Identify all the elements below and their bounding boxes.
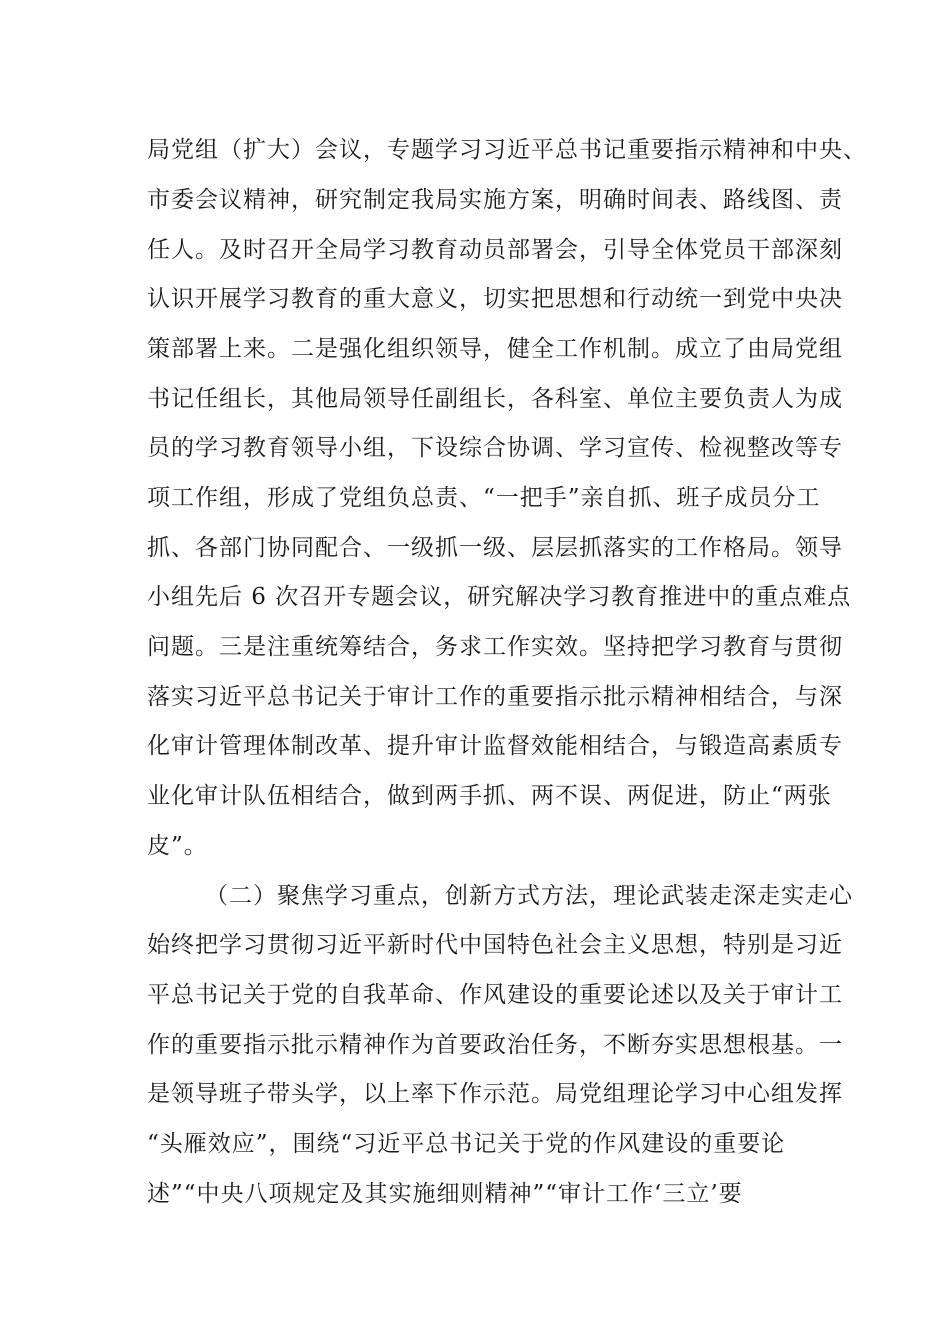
text-line-7: 员的学习教育领导小组，下设综合协调、学习宣传、检视整改等专 bbox=[147, 435, 843, 461]
text-line-22: 述”“中央八项规定及其实施细则精神”“审计工作‘三立’要 bbox=[147, 1181, 743, 1207]
text-line-15: 皮”。 bbox=[147, 833, 208, 859]
text-line-18: 平总书记关于党的自我革命、作风建设的重要论述以及关于审计工 bbox=[147, 982, 843, 1008]
section-heading-2: （二）聚焦学习重点，创新方式方法，理论武装走深走实走心 bbox=[205, 883, 853, 909]
text-line-8: 项工作组，形成了党组负总责、“一把手”亲自抓、班子成员分工 bbox=[147, 485, 821, 511]
text-line-9: 抓、各部门协同配合、一级抓一级、层层抓落实的工作格局。领导 bbox=[147, 535, 843, 561]
text-line-17: 始终把学习贯彻习近平新时代中国特色社会主义思想，特别是习近 bbox=[147, 932, 843, 958]
text-line-2: 市委会议精神，研究制定我局实施方案，明确时间表、路线图、责 bbox=[147, 187, 843, 213]
text-line-6: 书记任组长，其他局领导任副组长，各科室、单位主要负责人为成 bbox=[147, 386, 843, 412]
text-line-4: 认识开展学习教育的重大意义，切实把思想和行动统一到党中央决 bbox=[147, 286, 843, 312]
text-line-10: 小组先后 6 次召开专题会议，研究解决学习教育推进中的重点难点 bbox=[147, 584, 852, 610]
text-line-11: 问题。三是注重统筹结合，务求工作实效。坚持把学习教育与贯彻 bbox=[147, 634, 843, 660]
text-line-3: 任人。及时召开全局学习教育动员部署会，引导全体党员干部深刻 bbox=[147, 237, 843, 263]
text-line-20: 是领导班子带头学，以上率下作示范。局党组理论学习中心组发挥 bbox=[147, 1081, 843, 1107]
text-line-13: 化审计管理体制改革、提升审计监督效能相结合，与锻造高素质专 bbox=[147, 733, 843, 759]
text-line-14: 业化审计队伍相结合，做到两手抓、两不误、两促进，防止“两张 bbox=[147, 783, 832, 809]
text-line-12: 落实习近平总书记关于审计工作的重要指示批示精神相结合，与深 bbox=[147, 684, 843, 710]
text-line-21: “头雁效应”，围绕“习近平总书记关于党的作风建设的重要论 bbox=[147, 1131, 786, 1157]
text-line-5: 策部署上来。二是强化组织领导，健全工作机制。成立了由局党组 bbox=[147, 336, 843, 362]
text-line-1: 局党组（扩大）会议，专题学习习近平总书记重要指示精神和中央、 bbox=[147, 137, 867, 163]
text-line-19: 作的重要指示批示精神作为首要政治任务，不断夯实思想根基。一 bbox=[147, 1032, 843, 1058]
